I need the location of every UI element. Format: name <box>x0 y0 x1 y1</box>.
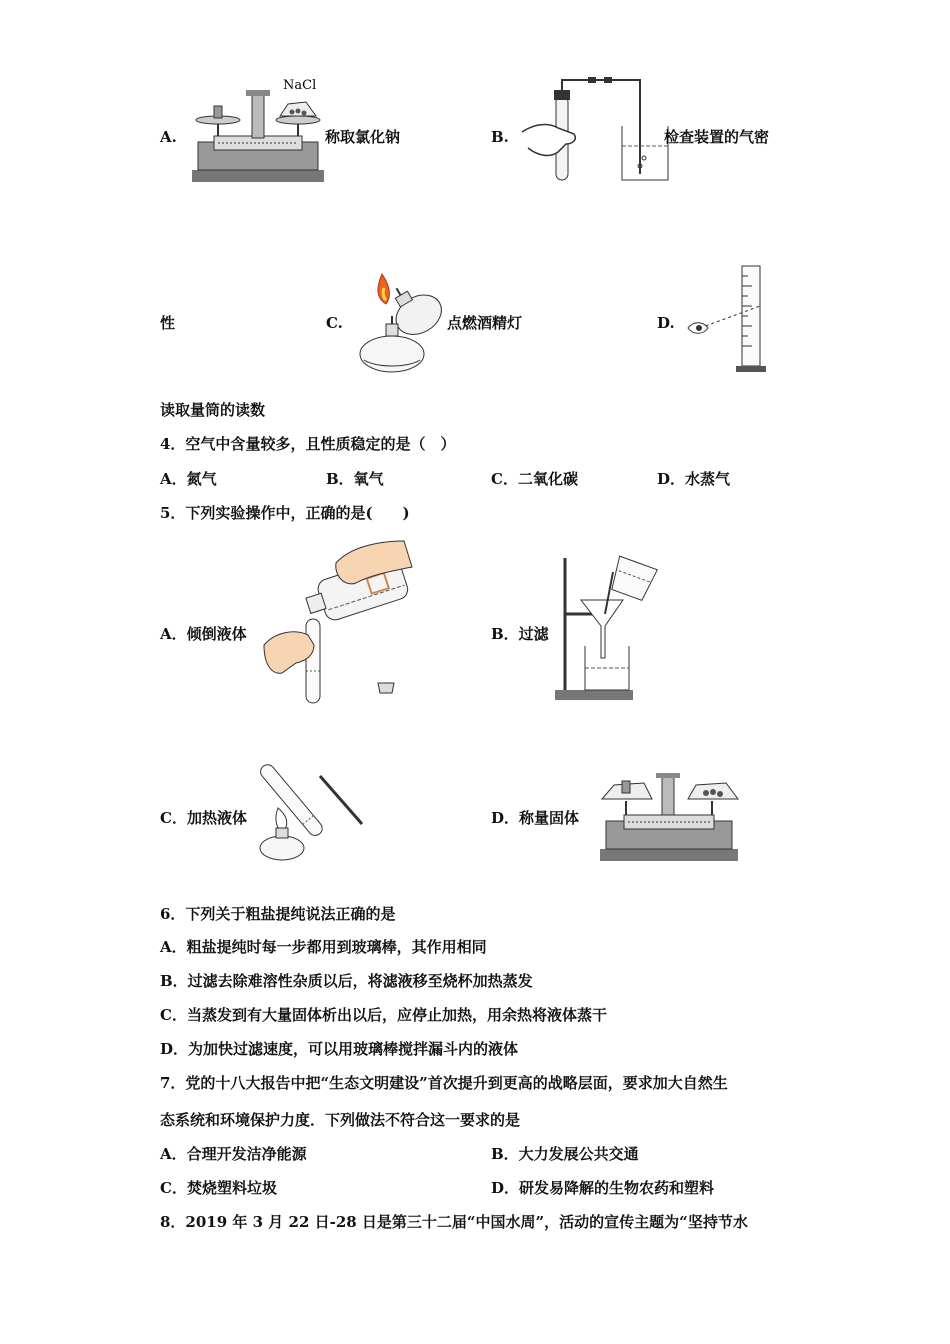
weighing-solid-figure <box>596 771 742 863</box>
airtightness-check-figure <box>518 74 668 184</box>
q6-stem: 6．下列关于粗盐提纯说法正确的是 <box>160 905 396 923</box>
q7-stem-line2: 态系统和环境保护力度．下列做法不符合这一要求的是 <box>160 1111 521 1129</box>
balance-nacl-figure <box>188 76 328 184</box>
heating-liquid-figure <box>258 750 366 864</box>
q4-option-c: C．二氧化碳 <box>491 470 578 488</box>
q5-option-a: A．倾倒液体 <box>160 625 247 643</box>
q4-option-b: B．氧气 <box>326 470 384 488</box>
nacl-label: NaCl <box>283 78 317 93</box>
q3-option-b-label: 检查装置的气密 <box>664 128 770 146</box>
q7-option-c: C．焚烧塑料垃圾 <box>160 1179 277 1197</box>
q6-option-d: D．为加快过滤速度，可以用玻璃棒搅拌漏斗内的液体 <box>160 1040 519 1058</box>
q6-option-c: C．当蒸发到有大量固体析出以后，应停止加热，用余热将液体蒸干 <box>160 1006 607 1024</box>
q3-option-b-label-continued: 性 <box>160 314 176 332</box>
lighting-alcohol-lamp-figure <box>352 268 452 380</box>
q3-option-a-letter: A. <box>160 128 177 146</box>
q5-stem: 5．下列实验操作中，正确的是( ) <box>160 504 410 522</box>
filtration-figure <box>553 554 665 702</box>
q6-option-b: B．过滤去除难溶性杂质以后，将滤液移至烧杯加热蒸发 <box>160 972 533 990</box>
q3-option-c-letter: C. <box>326 314 343 332</box>
q5-option-b: B．过滤 <box>491 625 549 643</box>
q8-stem: 8．2019 年 3 月 22 日-28 日是第三十二届“中国水周”，活动的宣传主题为“坚持节水 <box>160 1213 748 1231</box>
q3-option-b-letter: B. <box>491 128 509 146</box>
q5-option-d: D．称量固体 <box>491 809 580 827</box>
q5-option-c: C．加热液体 <box>160 809 247 827</box>
q3-option-a-label: 称取氯化钠 <box>325 128 401 146</box>
graduated-cylinder-reading-figure <box>686 262 778 376</box>
pouring-liquid-figure <box>262 537 412 705</box>
q4-stem: 4．空气中含量较多，且性质稳定的是（ ） <box>160 435 456 453</box>
q4-option-a: A．氮气 <box>160 470 217 488</box>
q7-stem-line1: 7．党的十八大报告中把“生态文明建设”首次提升到更高的战略层面，要求加大自然生 <box>160 1074 728 1092</box>
q7-option-a: A．合理开发洁净能源 <box>160 1145 307 1163</box>
q6-option-a: A．粗盐提纯时每一步都用到玻璃棒，其作用相同 <box>160 938 487 956</box>
q7-option-b: B．大力发展公共交通 <box>491 1145 639 1163</box>
q7-option-d: D．研发易降解的生物农药和塑料 <box>491 1179 715 1197</box>
q4-option-d: D．水蒸气 <box>657 470 731 488</box>
q3-option-d-label: 读取量筒的读数 <box>160 401 266 419</box>
q3-option-c-label: 点燃酒精灯 <box>447 314 523 332</box>
q3-option-d-letter: D. <box>657 314 675 332</box>
